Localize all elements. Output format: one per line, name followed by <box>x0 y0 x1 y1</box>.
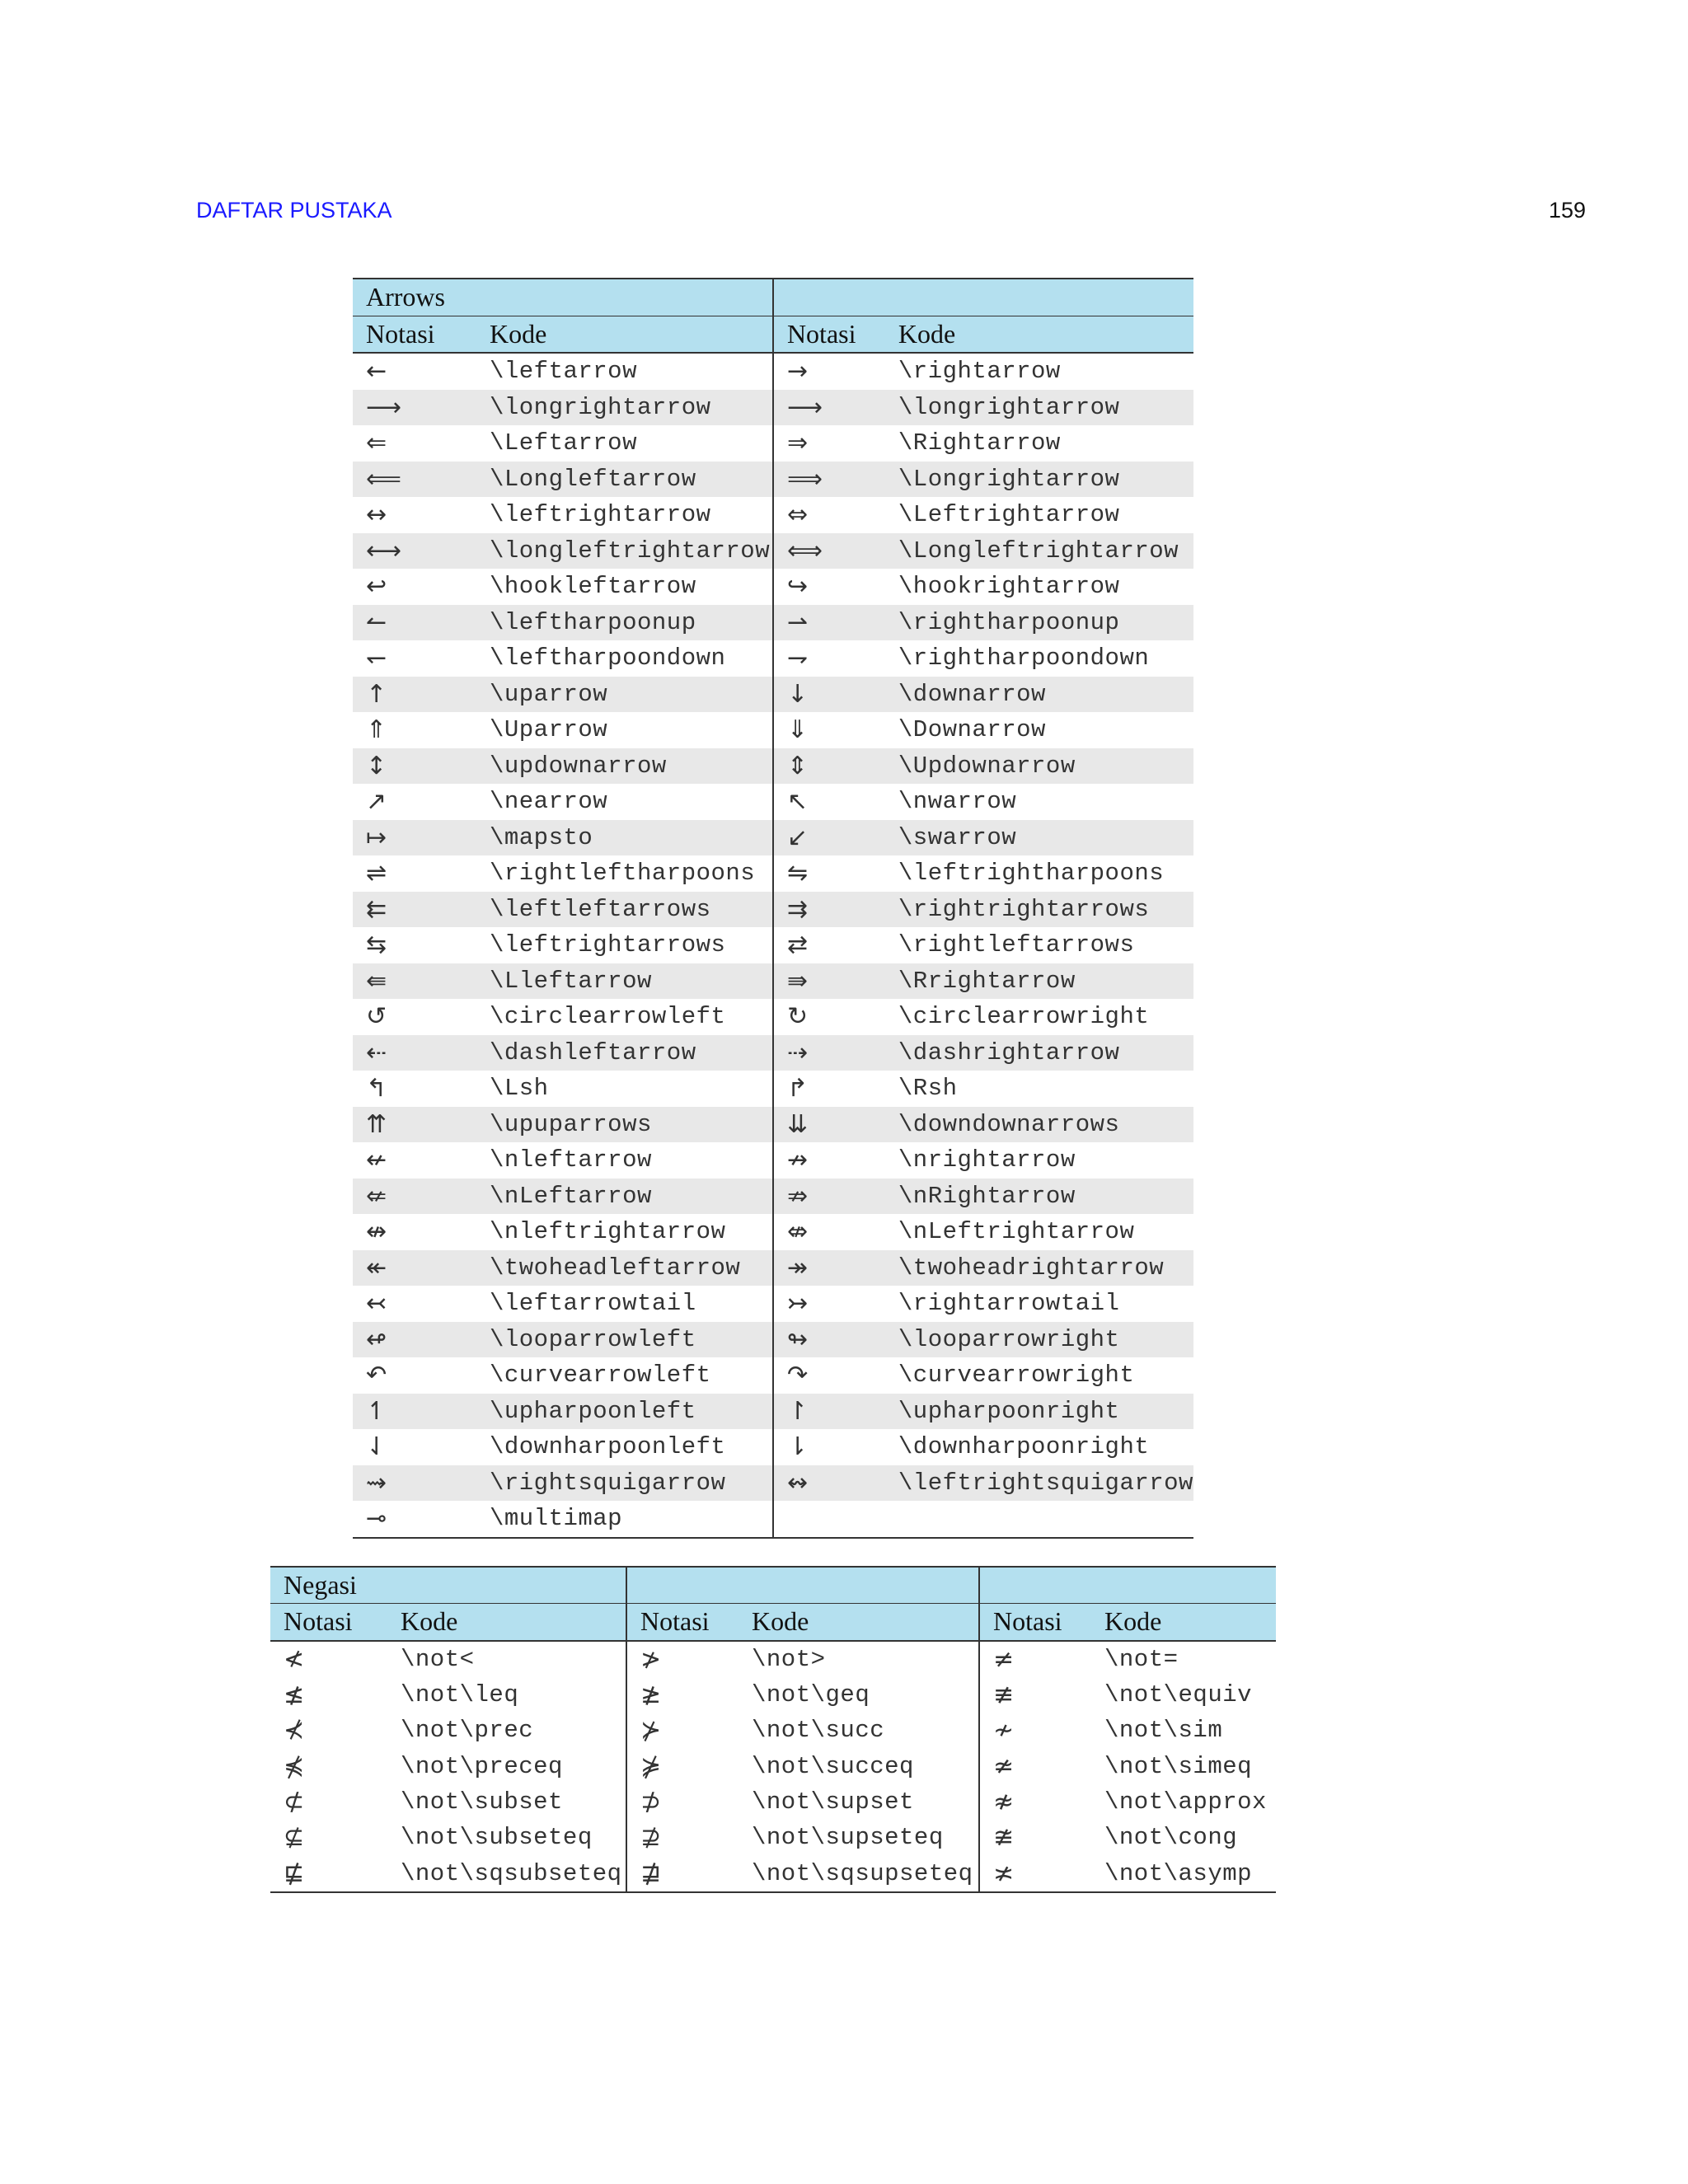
col-kode-header: Kode <box>885 316 1193 353</box>
kode-cell: \not\supseteq <box>752 1824 944 1852</box>
notasi-symbol: ⇛ <box>773 963 885 1000</box>
kode-cell: \downharpoonleft <box>489 1433 726 1461</box>
notasi-symbol: ⋣ <box>626 1855 738 1891</box>
notasi-symbol: ↓ <box>773 677 885 713</box>
col-notasi-header: Notasi <box>626 1604 738 1641</box>
kode-cell: \nrightarrow <box>898 1146 1076 1174</box>
kode-cell: \not\supset <box>752 1788 914 1816</box>
kode-cell: \Longrightarrow <box>885 462 1193 498</box>
table-row <box>353 1465 1193 1502</box>
notasi-symbol: ≯ <box>626 1641 738 1677</box>
kode-cell: \Lleftarrow <box>476 963 773 1000</box>
table-row <box>353 390 1193 426</box>
kode-cell: \not\simeq <box>1104 1752 1253 1780</box>
notasi-symbol: ↔ <box>366 500 387 530</box>
table-row <box>353 1394 1193 1430</box>
kode-cell: \dashrightarrow <box>885 1035 1193 1071</box>
notasi-symbol: ⟶ <box>773 390 885 426</box>
col-notasi-header: Notasi <box>979 1604 1091 1641</box>
table-row <box>270 1784 1276 1820</box>
kode-cell: \not\geq <box>752 1681 870 1709</box>
notasi-symbol: ↰ <box>366 1074 387 1104</box>
notasi-symbol: ↺ <box>366 1002 387 1032</box>
notasi-symbol: ⇍ <box>353 1179 476 1215</box>
kode-cell: \leftharpoonup <box>476 605 773 641</box>
notasi-symbol: ↦ <box>353 820 476 856</box>
table-row <box>353 892 1193 928</box>
kode-cell: \leftrightarrows <box>489 931 726 959</box>
kode-cell: \not\succ <box>752 1717 885 1745</box>
notasi-symbol: ⇉ <box>773 892 885 928</box>
table-row <box>353 963 1193 1000</box>
col-kode-header: Kode <box>387 1604 626 1641</box>
arrows-title-empty <box>773 279 1193 316</box>
col-kode-header: Kode <box>738 1604 979 1641</box>
kode-cell: \downarrow <box>885 677 1193 713</box>
col-notasi-header: Notasi <box>270 1604 387 1641</box>
col-kode-header: Kode <box>1091 1604 1276 1641</box>
notasi-symbol: ↑ <box>353 677 476 713</box>
table-row <box>353 605 1193 641</box>
kode-cell: \circlearrowleft <box>489 1003 726 1031</box>
notasi-symbol: ⇏ <box>773 1179 885 1215</box>
notasi-symbol: ⊅ <box>626 1784 738 1820</box>
kode-cell: \not\leq <box>401 1681 519 1709</box>
notasi-symbol: ↫ <box>353 1322 476 1358</box>
arrows-title: Arrows <box>353 279 773 316</box>
kode-cell: \leftrightsquigarrow <box>885 1465 1193 1502</box>
kode-cell: \rightharpoonup <box>885 605 1193 641</box>
notasi-symbol: ↼ <box>353 605 476 641</box>
kode-cell: \multimap <box>476 1501 773 1538</box>
kode-cell: \leftarrowtail <box>489 1290 696 1318</box>
kode-cell: \updownarrow <box>476 748 773 785</box>
kode-cell: \longrightarrow <box>476 390 773 426</box>
kode-cell: \rightarrow <box>898 358 1061 386</box>
kode-cell: \downharpoonright <box>898 1433 1150 1461</box>
kode-cell: \longrightarrow <box>885 390 1193 426</box>
kode-cell: \not\cong <box>1104 1824 1238 1852</box>
notasi-symbol: ↢ <box>366 1289 387 1319</box>
table-row <box>353 1322 1193 1358</box>
table-row <box>353 1250 1193 1286</box>
kode-cell: \swarrow <box>885 820 1193 856</box>
notasi-symbol: ⇓ <box>773 712 885 748</box>
arrows-table <box>353 278 1193 1539</box>
notasi-symbol: ≢ <box>979 1677 1091 1713</box>
table-row <box>270 1677 1276 1713</box>
arrows-header-row <box>353 316 1193 353</box>
notasi-symbol: ⇝ <box>353 1465 476 1502</box>
kode-cell: \leftharpoondown <box>489 644 726 673</box>
notasi-symbol: ⟶ <box>353 390 476 426</box>
table-row <box>353 569 1193 605</box>
kode-cell: \Longleftrightarrow <box>885 533 1193 569</box>
table-row <box>270 1713 1276 1748</box>
notasi-symbol: ↾ <box>773 1394 885 1430</box>
kode-cell: \not\approx <box>1104 1788 1267 1816</box>
notasi-symbol: ⋡ <box>626 1748 738 1783</box>
kode-cell: \rightleftarrows <box>898 931 1135 959</box>
notasi-symbol: ≁ <box>979 1713 1091 1748</box>
table-row <box>353 855 1193 892</box>
page-number: 159 <box>1548 198 1586 223</box>
notasi-symbol: ↛ <box>773 1142 885 1179</box>
kode-cell: \rightleftharpoons <box>489 860 756 888</box>
table-row <box>353 353 1193 390</box>
kode-cell: \not\prec <box>401 1717 534 1745</box>
kode-cell: \looparrowleft <box>476 1322 773 1358</box>
kode-cell: \not\sqsupseteq <box>738 1855 979 1891</box>
notasi-symbol: ⇌ <box>366 859 387 888</box>
notasi-symbol: ≱ <box>626 1677 738 1713</box>
notasi-symbol: ⇆ <box>366 930 387 960</box>
table-row <box>353 1107 1193 1143</box>
table-row <box>353 1142 1193 1179</box>
kode-cell: \twoheadleftarrow <box>476 1250 773 1286</box>
notasi-symbol: ⟺ <box>773 533 885 569</box>
kode-cell: \Updownarrow <box>885 748 1193 785</box>
kode-cell: \hookrightarrow <box>898 573 1120 601</box>
notasi-symbol: ↖ <box>773 784 885 820</box>
kode-cell: \rightrightarrows <box>885 892 1193 928</box>
notasi-symbol: → <box>773 353 885 390</box>
table-row <box>353 425 1193 462</box>
notasi-symbol: ↷ <box>773 1357 885 1394</box>
kode-cell: \upharpoonleft <box>476 1394 773 1430</box>
table-row <box>353 1357 1193 1394</box>
notasi-symbol: ↠ <box>773 1250 885 1286</box>
kode-cell: \mapsto <box>476 820 773 856</box>
col-kode-header: Kode <box>476 316 773 353</box>
notasi-symbol: ⇚ <box>353 963 476 1000</box>
notasi-symbol: ≄ <box>979 1748 1091 1783</box>
notasi-symbol: ⇠ <box>353 1035 476 1071</box>
table-row <box>353 927 1193 963</box>
kode-cell: \not\sqsubseteq <box>387 1855 626 1891</box>
notasi-symbol: ⇄ <box>773 927 885 963</box>
table-row <box>353 999 1193 1035</box>
kode-cell: \not\equiv <box>1104 1681 1253 1709</box>
kode-cell: \not\subset <box>401 1788 563 1816</box>
notasi-symbol: ↩ <box>366 572 387 602</box>
table-row <box>353 533 1193 569</box>
notasi-symbol: ↿ <box>353 1394 476 1430</box>
col-notasi-header: Notasi <box>353 316 476 353</box>
kode-cell: \Uparrow <box>489 716 608 744</box>
notasi-symbol: ⇢ <box>773 1035 885 1071</box>
kode-cell: \uparrow <box>476 677 773 713</box>
notasi-symbol: ↮ <box>366 1217 387 1247</box>
table-row <box>353 748 1193 785</box>
table-row <box>353 820 1193 856</box>
kode-cell: \Longleftarrow <box>476 462 773 498</box>
kode-cell: \circlearrowright <box>898 1003 1150 1031</box>
kode-cell: \leftrightarrow <box>489 501 711 529</box>
kode-cell: \nearrow <box>489 788 608 816</box>
kode-cell: \leftarrow <box>489 358 637 386</box>
notasi-symbol: ⇊ <box>773 1107 885 1143</box>
notasi-symbol: ↽ <box>366 644 387 673</box>
notasi-symbol: ⋢ <box>270 1855 387 1891</box>
notasi-symbol: ↕ <box>353 748 476 785</box>
kode-cell: \upuparrows <box>476 1107 773 1143</box>
notasi-symbol: ↗ <box>366 787 387 817</box>
notasi-symbol: ⊄ <box>284 1787 305 1816</box>
notasi-symbol: ↶ <box>366 1361 387 1390</box>
notasi-symbol: ↙ <box>773 820 885 856</box>
notasi-symbol: ⇑ <box>366 715 387 745</box>
notasi-symbol: ⟷ <box>353 533 476 569</box>
kode-cell: \not\succeq <box>752 1752 914 1780</box>
table-row <box>270 1855 1276 1891</box>
table-row <box>353 1501 1193 1538</box>
kode-cell: \rightharpoondown <box>898 644 1150 673</box>
notasi-symbol: ⊉ <box>626 1820 738 1855</box>
kode-cell: \not\preceq <box>401 1752 563 1780</box>
kode-cell <box>885 1501 1193 1538</box>
table-row <box>353 712 1193 748</box>
kode-cell: \Downarrow <box>898 716 1046 744</box>
kode-cell: \hookleftarrow <box>489 573 696 601</box>
notasi-symbol: ⇒ <box>773 425 885 462</box>
kode-cell: \leftrightharpoons <box>898 860 1165 888</box>
kode-cell: \nwarrow <box>898 788 1017 816</box>
notasi-symbol: ≮ <box>284 1644 305 1674</box>
negasi-body <box>270 1641 1276 1892</box>
notasi-symbol: ⇇ <box>353 892 476 928</box>
notasi-symbol: ⇕ <box>773 748 885 785</box>
kode-cell: \twoheadrightarrow <box>885 1250 1193 1286</box>
kode-cell: \rightarrowtail <box>898 1290 1120 1318</box>
kode-cell: \nLeftarrow <box>476 1179 773 1215</box>
negasi-title-empty <box>626 1567 979 1604</box>
table-row <box>353 1429 1193 1465</box>
notasi-symbol: ⊁ <box>626 1713 738 1748</box>
notasi-symbol: ⊸ <box>353 1501 476 1538</box>
kode-cell: \Leftarrow <box>489 429 637 457</box>
table-row <box>353 462 1193 498</box>
negasi-table <box>270 1566 1276 1893</box>
table-row <box>270 1641 1276 1677</box>
notasi-symbol: ↬ <box>773 1322 885 1358</box>
kode-cell: \nRightarrow <box>885 1179 1193 1215</box>
notasi-symbol: ⇎ <box>773 1214 885 1250</box>
col-notasi-header: Notasi <box>773 316 885 353</box>
table-row <box>353 1071 1193 1107</box>
notasi-symbol <box>773 1501 885 1538</box>
notasi-symbol: ↚ <box>366 1146 387 1175</box>
notasi-symbol: ⇐ <box>366 429 387 458</box>
kode-cell: \not\asymp <box>1091 1855 1276 1891</box>
kode-cell: \curvearrowleft <box>489 1361 711 1390</box>
kode-cell: \not< <box>401 1645 475 1673</box>
negasi-header-row <box>270 1604 1276 1641</box>
kode-cell: \not> <box>752 1645 826 1673</box>
notasi-symbol: ⇔ <box>773 497 885 533</box>
table-row <box>270 1748 1276 1783</box>
notasi-symbol: ↭ <box>773 1465 885 1502</box>
notasi-symbol: ↪ <box>773 569 885 605</box>
notasi-symbol: ≇ <box>979 1820 1091 1855</box>
notasi-symbol: ≭ <box>979 1855 1091 1891</box>
notasi-symbol: ↻ <box>773 999 885 1035</box>
notasi-symbol: ← <box>366 357 387 387</box>
notasi-symbol: ≉ <box>979 1784 1091 1820</box>
notasi-symbol: ⇁ <box>773 640 885 677</box>
notasi-symbol: ⟸ <box>353 462 476 498</box>
notasi-symbol: ≰ <box>284 1680 305 1710</box>
table-row <box>353 784 1193 820</box>
table-row <box>353 1214 1193 1250</box>
notasi-symbol: ⊀ <box>284 1716 305 1746</box>
notasi-symbol: ⇃ <box>366 1432 387 1462</box>
kode-cell: \Rsh <box>898 1075 958 1103</box>
kode-cell: \Lsh <box>489 1075 549 1103</box>
kode-cell: \not= <box>1104 1645 1179 1673</box>
notasi-symbol: ⇈ <box>353 1107 476 1143</box>
running-head-title: DAFTAR PUSTAKA <box>196 198 392 223</box>
notasi-symbol: ⇀ <box>773 605 885 641</box>
notasi-symbol: ⇋ <box>773 855 885 892</box>
table-row <box>353 1179 1193 1215</box>
table-row <box>353 497 1193 533</box>
kode-cell: \nLeftrightarrow <box>898 1218 1135 1246</box>
table-row <box>353 1035 1193 1071</box>
table-row <box>353 1286 1193 1322</box>
kode-cell: \not\sim <box>1104 1717 1223 1745</box>
kode-cell: \Leftrightarrow <box>898 501 1120 529</box>
kode-cell: \leftleftarrows <box>476 892 773 928</box>
kode-cell: \nleftarrow <box>489 1146 652 1174</box>
kode-cell: \dashleftarrow <box>476 1035 773 1071</box>
negasi-title-row <box>270 1567 1276 1604</box>
kode-cell: \not\subseteq <box>401 1824 593 1852</box>
kode-cell: \Rightarrow <box>898 429 1061 457</box>
arrows-body <box>353 353 1193 1538</box>
kode-cell: \Rrightarrow <box>885 963 1193 1000</box>
negasi-title: Negasi <box>270 1567 626 1604</box>
arrows-title-row <box>353 279 1193 316</box>
notasi-symbol: ⇂ <box>773 1429 885 1465</box>
kode-cell: \looparrowright <box>885 1322 1193 1358</box>
notasi-symbol: ↞ <box>353 1250 476 1286</box>
kode-cell: \upharpoonright <box>885 1394 1193 1430</box>
kode-cell: \curvearrowright <box>898 1361 1135 1390</box>
notasi-symbol: ⋠ <box>284 1751 305 1781</box>
negasi-title-empty <box>979 1567 1276 1604</box>
table-row <box>353 640 1193 677</box>
kode-cell: \nleftrightarrow <box>489 1218 726 1246</box>
notasi-symbol: ⊈ <box>284 1823 305 1853</box>
kode-cell: \rightsquigarrow <box>476 1465 773 1502</box>
table-row <box>270 1820 1276 1855</box>
notasi-symbol: ↱ <box>773 1071 885 1107</box>
kode-cell: \longleftrightarrow <box>476 533 773 569</box>
notasi-symbol: ⟹ <box>773 462 885 498</box>
notasi-symbol: ≠ <box>979 1641 1091 1677</box>
kode-cell: \downdownarrows <box>885 1107 1193 1143</box>
notasi-symbol: ↣ <box>773 1286 885 1322</box>
table-row <box>353 677 1193 713</box>
